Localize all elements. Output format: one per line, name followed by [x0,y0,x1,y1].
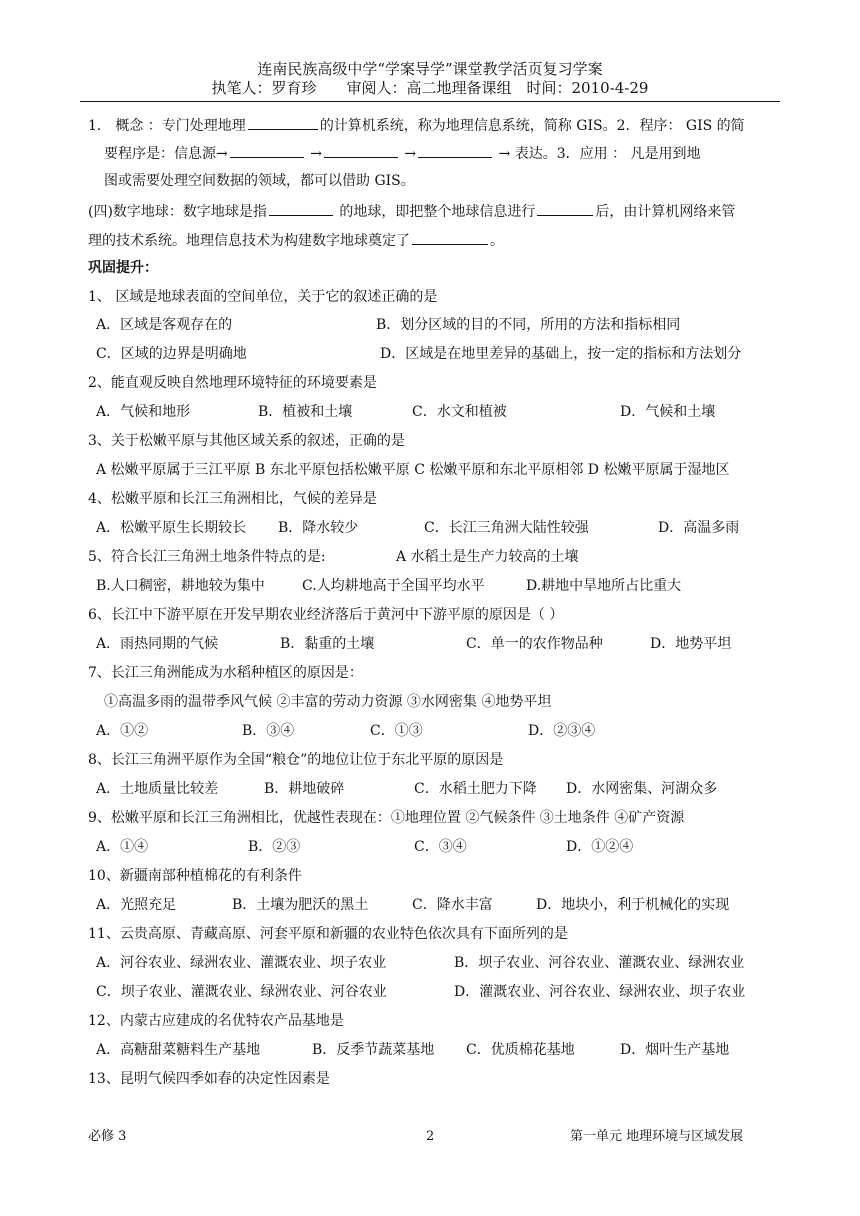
option-b: B．②③ [248,839,301,855]
option-c: C．优质棉花基地 [466,1042,575,1058]
document-title: 连南民族高级中学“学案导学”课堂教学活页复习学案 [257,60,603,78]
option-c: C．区域的边界是明确地 [96,346,247,362]
option-a: A．河谷农业、绿洲农业、灌溉农业、坝子农业 [96,955,387,971]
question-12-stem: 12、内蒙古应建成的名优特农产品基地是 [88,1013,344,1029]
option-c: C．水稻土肥力下降 [414,781,537,797]
option-a: A．①④ [96,839,149,855]
option-d: D．②③④ [528,723,596,739]
option-c: C．水文和植被 [412,404,507,420]
option-d: D.耕地中旱地所占比重大 [526,578,682,594]
option-c: C．③④ [414,839,467,855]
option-b: B．耕地破碎 [264,781,345,797]
option-b: B.人口稠密，耕地较为集中 [96,578,265,594]
option-b: B．③④ [242,723,295,739]
fill-blank [418,143,492,158]
option-b: B．降水较少 [278,520,359,536]
intro-line-4: (四)数字地球：数字地球是指 的地球，即把整个地球信息进行 后，由计算机网络来管 [88,201,735,222]
option-b: B．坝子农业、河谷农业、灌溉农业、绿洲农业 [454,955,745,971]
footer-unit: 第一单元 地理环境与区域发展 [570,1129,744,1144]
option-d: D．灌溉农业、河谷农业、绿洲农业、坝子农业 [454,984,746,1000]
fill-blank [412,230,488,245]
intro-line-3: 图或需要处理空间数据的领域，都可以借助 GIS。 [104,173,415,189]
question-3-stem: 3、关于松嫩平原与其他区域关系的叙述，正确的是 [88,433,405,449]
option-a: A．区域是客观存在的 [96,317,233,333]
header-rule [80,101,780,102]
fill-blank [269,201,333,216]
page-number: 2 [426,1129,435,1144]
intro-line-2: 要程序是：信息源→ → → → 表达。3．应用 ： 凡是用到地 [104,143,701,164]
question-4-stem: 4、松嫩平原和长江三角洲相比，气候的差异是 [88,491,377,507]
option-b: B．划分区域的目的不同，所用的方法和指标相同 [376,317,681,333]
option-a: A 水稻土是生产力较高的土壤 [396,549,579,565]
option-c: C．坝子农业、灌溉农业、绿洲农业、河谷农业 [96,984,387,1000]
option-d: D．区域是在地里差异的基础上，按一定的指标和方法划分 [380,346,742,362]
option-b: B．反季节蔬菜基地 [312,1042,435,1058]
option-d: D．气候和土壤 [620,404,716,420]
option-d: D．①②④ [566,839,634,855]
option-b: B．黏重的土壤 [280,636,375,652]
section-title: 巩固提升： [88,260,158,276]
question-2-stem: 2、能直观反映自然地理环境特征的环境要素是 [88,375,377,391]
question-11-stem: 11、云贵高原、青藏高原、河套平原和新疆的农业特色依次具有下面所列的是 [88,926,568,942]
option-b: B．植被和土壤 [258,404,353,420]
option-d: D．烟叶生产基地 [620,1042,730,1058]
question-9-stem: 9、松嫩平原和长江三角洲相比，优越性表现在：①地理位置 ②气候条件 ③土地条件 ④矿产资源 [88,810,685,826]
option-d: D．地块小，利于机械化的实现 [536,897,730,913]
option-a: A．气候和地形 [96,404,191,420]
option-d: D．水网密集、河湖众多 [566,781,718,797]
intro-line-1: 1． 概念 ：专门处理地理 的计算机系统，称为地理信息系统，简称 GIS。2．程序： GIS 的简 [88,115,745,136]
option-c: C.人均耕地高于全国平均水平 [302,578,485,594]
footer-course: 必修 3 [88,1129,127,1144]
option-a: A．松嫩平原生长期较长 [96,520,247,536]
option-a: A．①② [96,723,149,739]
option-d: D．地势平坦 [650,636,732,652]
question-13-stem: 13、昆明气候四季如春的决定性因素是 [88,1071,330,1087]
question-7-stem: 7、长江三角洲能成为水稻种植区的原因是： [88,665,363,681]
option-a: A．光照充足 [96,897,177,913]
fill-blank [324,143,398,158]
option-a: A．土地质量比较差 [96,781,219,797]
question-6-stem: 6、长江中下游平原在开发早期农业经济落后于黄河中下游平原的原因是（ ） [88,607,564,623]
option-c: C．单一的农作物品种 [466,636,603,652]
fill-blank [537,201,593,216]
option-a: A．高糖甜菜糖料生产基地 [96,1042,261,1058]
fill-blank [230,143,304,158]
question-5-stem: 5、符合长江三角洲土地条件特点的是: A 水稻土是生产力较高的土壤 [88,549,579,565]
option-c: C．①③ [370,723,423,739]
option-c: C．长江三角洲大陆性较强 [424,520,589,536]
fill-blank [248,115,318,130]
intro-line-5: 理的技术系统。地理信息技术为构建数字地球奠定了 。 [88,230,504,251]
question-1-stem: 1、 区域是地球表面的空间单位，关于它的叙述正确的是 [88,289,438,305]
question-10-stem: 10、新疆南部种植棉花的有利条件 [88,868,302,884]
author-line: 执笔人：罗育珍 审阅人：高二地理备课组 时间：2010-4-29 [211,79,649,97]
question-8-stem: 8、长江三角洲平原作为全国“粮仓”的地位让位于东北平原的原因是 [88,752,504,768]
option-a: A．雨热同期的气候 [96,636,219,652]
option-b: B．土壤为肥沃的黑土 [232,897,369,913]
option-c: C．降水丰富 [412,897,493,913]
question-7-items: ①高温多雨的温带季风气候 ②丰富的劳动力资源 ③水网密集 ④地势平坦 [104,694,552,710]
option-d: D．高温多雨 [658,520,740,536]
question-3-options: A 松嫩平原属于三江平原 B 东北平原包括松嫩平原 C 松嫩平原和东北平原相邻 D 松嫩平原属于湿地区 [96,462,730,478]
